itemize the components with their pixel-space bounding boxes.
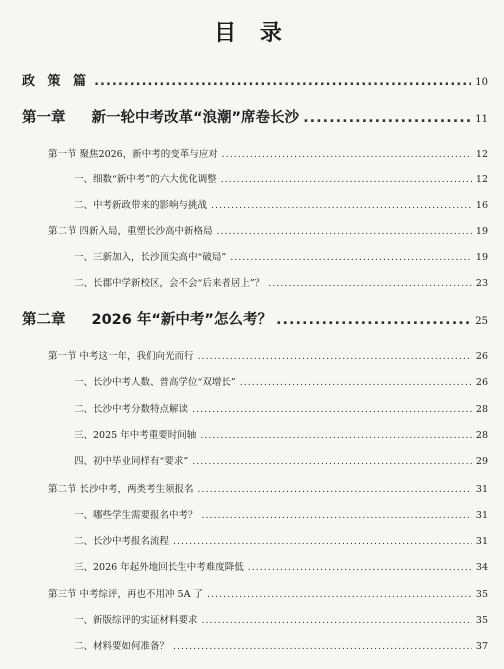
page-number: 16 [475,200,488,211]
page-number: 25 [475,316,488,327]
entry-text: 第一节 中考这一年，我们向光而行 [48,351,194,362]
entry-text: 二、长郡中学新校区，会不会“后来者居上”？ [74,278,265,289]
toc-title: 目 录 [214,21,290,46]
dot-leader [211,200,472,211]
page-number: 28 [475,404,488,415]
toc-subsection-entry[interactable] [74,374,488,388]
toc-subsection-entry[interactable] [74,249,488,263]
page-number: 31 [475,510,488,521]
toc-subsection-entry[interactable] [74,559,488,573]
toc-subsection-entry[interactable] [74,533,488,547]
page-number: 37 [475,641,488,652]
dot-leader [207,589,472,600]
toc-subsection-entry[interactable] [74,197,488,211]
page-number: 10 [475,77,488,88]
toc-subsection-entry[interactable] [74,171,488,185]
dot-leader [222,149,472,160]
entry-text: 政 策 篇 [22,74,91,89]
page-number: 11 [475,114,488,125]
page-number: 12 [475,174,488,185]
chapter-label: 第二章 [22,312,66,328]
entry-text: 一、细数“新中考”的六大优化调整 [74,174,217,185]
page-number: 28 [475,430,488,441]
entry-text: 新一轮中考改革“浪潮”席卷长沙 [91,110,300,126]
toc-section-entry[interactable] [48,586,488,600]
dot-leader [240,377,472,388]
entry-text: 一、三新加入，长沙顶尖高中“破局” [74,252,227,263]
toc-chapter-entry[interactable] [22,106,488,127]
toc-chapter-entry[interactable] [22,308,488,329]
dot-leader [198,351,472,362]
dot-leader [173,536,472,547]
page-number: 31 [475,484,488,495]
dot-leader [276,312,471,328]
entry-text: 一、新版综评的实证材料要求 [74,615,198,626]
entry-text: 二、长沙中考分数特点解读 [74,404,189,415]
entry-text: 一、长沙中考人数、普高学位“双增长” [74,377,236,388]
toc-section-entry[interactable] [48,348,488,362]
page-number: 26 [475,377,488,388]
entry-text: 三、2026 年起外地回长生中考难度降低 [74,562,244,573]
entry-text: 一、哪些学生需要报名中考？ [74,510,198,521]
dot-leader [200,430,472,441]
page-number: 12 [475,149,488,160]
toc-subsection-entry[interactable] [74,453,488,467]
page-number: 35 [475,589,488,600]
dot-leader [192,404,472,415]
page-number: 35 [475,615,488,626]
page-number: 34 [475,562,488,573]
page-number: 29 [475,456,488,467]
toc-section-entry[interactable] [48,223,488,237]
toc-subsection-entry[interactable] [74,275,488,289]
entry-text: 四、初中毕业同样有“要求” [74,456,189,467]
page-number: 19 [475,226,488,237]
dot-leader [173,641,472,652]
dot-leader [268,278,472,289]
toc-section-entry[interactable] [48,146,488,160]
entry-text: 三、2025 年中考重要时间轴 [74,430,197,441]
dot-leader [202,615,472,626]
page-number: 31 [475,536,488,547]
dot-leader [303,110,471,126]
toc-section-entry[interactable] [48,481,488,495]
dot-leader [198,484,472,495]
dot-leader [202,510,472,521]
dot-leader [230,252,472,263]
entry-text: 二、材料要如何准备？ [74,641,170,652]
entry-text: 第二节 四新入局，重塑长沙高中新格局 [48,226,213,237]
dot-leader [94,74,471,89]
toc-subsection-entry[interactable] [74,507,488,521]
page-number: 23 [475,278,488,289]
toc-subsection-entry[interactable] [74,427,488,441]
chapter-label: 第一章 [22,110,66,126]
dot-leader [221,174,472,185]
toc-subsection-entry[interactable] [74,401,488,415]
dot-leader [192,456,472,467]
entry-text: 二、长沙中考报名流程 [74,536,170,547]
entry-text: 二、中考新政带来的影响与挑战 [74,200,208,211]
page-number: 19 [475,252,488,263]
page-number: 26 [475,351,488,362]
toc-part-entry[interactable] [22,70,488,89]
entry-text: 第二节 长沙中考，两类考生须报名 [48,484,194,495]
dot-leader [248,562,472,573]
toc-subsection-entry[interactable] [74,612,488,626]
entry-text: 2026 年“新中考”怎么考？ [91,312,272,328]
dot-leader [217,226,472,237]
toc-subsection-entry[interactable] [74,638,488,652]
entry-text: 第三节 中考综评，再也不用冲 5A 了 [48,589,203,600]
entry-text: 第一节 聚焦2026，新中考的变革与应对 [48,149,218,160]
